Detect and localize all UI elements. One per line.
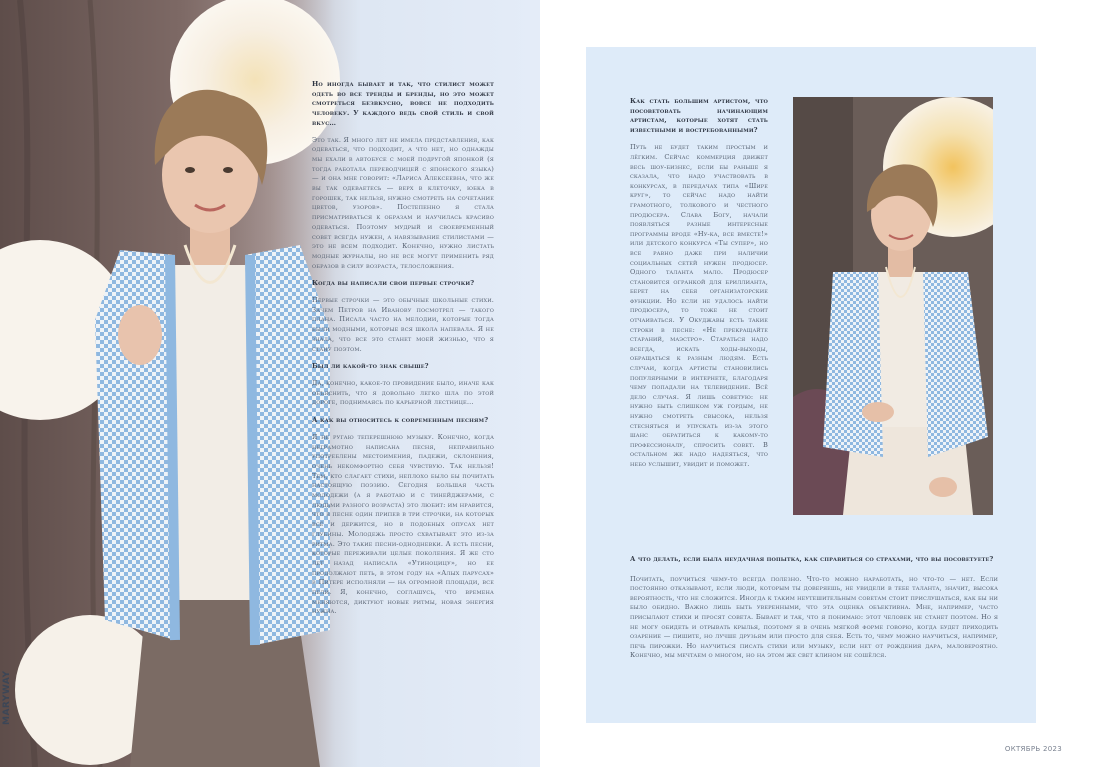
answer-4: Я не ругаю теперешнюю музыку. Конечно, когда неграмотно написана песня, неправильно употреблены местоимения, падежи, склонения, очень некомфортно себя чувствую. Так нельзя! Тем, кто слагает стихи, неплохо было бы почитать настоящую поэзию. Сегодня большая часть молодежи (а я работаю и с тинейджерами, с людьми разного возраста) это любит: им нравится, что в песне один припев в три строчки, на которых всё и держится, но в подобных опусах нет глубины. Молодежь просто схватывает это из-за ритма. Это такие песни-однодневки. А есть песни, которые переживали целые поколения. Я же сто лет назад написала «Утиноцицу», но ее продолжают петь, в этом году на «Алых парусах» в Питере исполняли — на огромной площади, все пели. Я, конечно, соглашусь, что времена меняются, диктуют новые ритмы, новая энергия нужна.: [312, 432, 494, 616]
issue-date: ОКТЯБРЬ 2023: [1004, 745, 1062, 753]
portrait-photo-left: [0, 0, 360, 767]
question-5: Как стать большим артистом, что посоветовать начинающим артистам, которые хотят стать известными и востребованными?: [630, 97, 768, 134]
question-3: Был ли какой-то знак свыше?: [312, 362, 429, 371]
question-1: Но иногда бывает и так, что стилист может одеть во все тренды и бренды, но это может смотреться безвкусно, вовсе не подходить человеку. У каждого ведь свой стиль и свой вкус…: [312, 80, 494, 127]
answer-3: Да, конечно, какое-то провидение было, иначе как объяснить, что я довольно легко шла по этой дороге, поднимаясь по карьерной лестнице…: [312, 378, 494, 407]
right-page: [586, 47, 1036, 723]
question-4: А как вы относитесь к современным песням?: [312, 416, 489, 425]
answer-1: Это так. Я много лет не имела представления, как одеваться, что подходит, а что нет, но однажды мы ехали в автобусе с моей подругой японкой (я тогда работала переводчицей с японского языка) — и она мне говорит: «Лариса Алексеевна, что же вы так одеваетесь — верх в клеточку, юбка в горошек, так нельзя, нужно смотреть на сочетание цветов, узоров». Постепенно я стала присматриваться к образам и научилась красиво одеваться. Поэтому мудрый и своевременный совет всегда нужен, а навязывание стилистами — это не всем подходит. Конечно, нужно листать модные журналы, но не все могут применить ряд образов в силу возраста, телосложения.: [312, 135, 494, 270]
right-article-column-bottom: [630, 555, 998, 668]
portrait-photo-right: [793, 97, 993, 515]
left-page: [0, 0, 540, 767]
brand-logo: MARYWAY: [2, 670, 12, 725]
answer-6: Почитать, поучиться чему-то всегда полезно. Что-то можно наработать, но что-то — нет. Если постоянно отказывают, если люди, которым ты доверяешь, не увидели в тебе таланта, значит, высока вероятность, что не сложится. Иногда к таким неутешительным советам стоит прислушаться, как бы ни было обидно. Важно лишь быть уверенными, что эта оценка объективна. Мне, например, часто присылают стихи и просят совета. Бывает и так, что я понимаю: этот человек не станет поэтом. Но я не могу обидеть и отрывать крылья, поэтому я в очень мягкой форме говорю, когда будет приходить озарение — пишите, но лучше друзьям или просто для себя. Есть то, чему можно научиться, например, печь пирожки. Но научиться писать стихи или музыку, если нет от рождения дара, маловероятно. Конечно, мы мечтаем о многом, но на этом же свет клином не сошёлся.: [630, 574, 998, 660]
question-6: А что делать, если была неудачная попытка, как справиться со страхами, что вы посоветуете?: [630, 555, 994, 563]
right-article-column-top: [630, 97, 768, 476]
question-2: Когда вы написали свои первые строчки?: [312, 279, 475, 288]
answer-5: Путь не будет таким простым и лёгким. Сейчас коммерция движет весь шоу-бизнес, если бы раньше я сказала, что надо участвовать в конкурсах, в передачах типа «Шире круг», то сейчас надо найти грамотного, толкового и честного продюсера. Слава Богу, начали появляться разные интересные программы вроде «Ну-ка, все вместе!» или детского конкурса «Ты супер», но все равно даже при наличии социальных сетей нужен продюсер. Одного таланта мало. Продюсер становится огранкой для бриллианта, берет на себя организаторские функции. Но если не удалось найти продюсера, то тоже не стоит отчаиваться. У Окуджавы есть такие строки в песне: «Не прекращайте стараний, маэстро». Стараться надо всегда, искать ходы-выходы, обращаться к разным людям. Есть случаи, когда артисты становились популярными в интернете, благодаря чему попадали на телевидение. Всё дело случая. Я лишь советую: не нужно быть слишком уж гордым, не нужно смотреть свысока, нельзя стесняться и упускать из-за этого шанс обратиться к какому-то профессионалу, спросить совет. В остальном же надо надеяться, что небо услышит, увидит и поможет.: [630, 143, 768, 468]
left-article-column: [312, 80, 494, 625]
answer-2: Первые строчки — это обычные школьные стихи. Зачем Петров на Иванову посмотрел — такого плана. Писала часто на мелодии, которые тогда были модными, которые вся школа напевала. Я не знала, что все это станет моей жизнью, что я стану поэтом.: [312, 296, 494, 353]
